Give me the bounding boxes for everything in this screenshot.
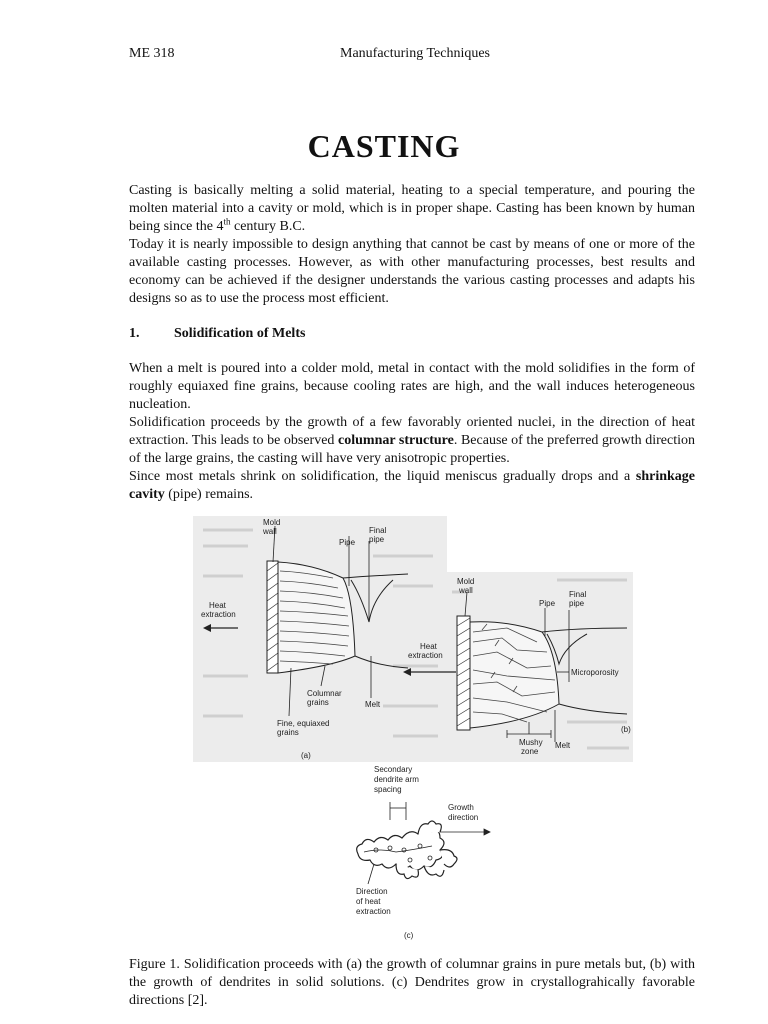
course-code: ME 318 xyxy=(129,46,175,61)
label-melt-a: Melt xyxy=(365,700,381,709)
label-pipe-b: Pipe xyxy=(539,599,556,608)
section-heading: 1. Solidification of Melts xyxy=(129,326,306,341)
intro-paragraph-1: Casting is basically melting a solid material, heating to a special temperature, and pouring the molten material into a cavity or mold, which is in proper shape. Casting has been known by human being since the 4th century B.C. xyxy=(129,183,695,234)
figure-caption: Figure 1. Solidification proceeds with (a) the growth of columnar grains in pure metals but, (b) with the growth of dendrites in solid solutions. (c) Dendrites grow in crystallograhically favorable directions [2]. xyxy=(129,957,695,1008)
label-melt-b: Melt xyxy=(555,741,571,750)
course-subject: Manufacturing Techniques xyxy=(340,46,490,61)
label-c: (c) xyxy=(404,931,414,940)
label-mushy-zone: Mushy zone xyxy=(519,738,543,756)
label-columnar-grains: Columnar grains xyxy=(307,689,342,707)
section-paragraph-2: Solidification proceeds by the growth of a few favorably oriented nuclei, in the direction of heat extraction. This leads to be observed columnar structure. Because of the preferred growth direction of the large grains, the casting will have very anisotropic properties. xyxy=(129,415,695,466)
label-mold-wall-a: Mold wall xyxy=(263,518,281,536)
section-paragraph-3: Since most metals shrink on solidification, the liquid meniscus gradually drops and a shrinkage cavity (pipe) remains. xyxy=(129,469,695,502)
figure-c-dendrite xyxy=(340,762,512,942)
section-paragraph-1: When a melt is poured into a colder mold, metal in contact with the mold solidifies in the form of roughly equiaxed fine grains, because cooling rates are high, and the wall induces heterogeneous nucleation. xyxy=(129,361,695,412)
page-title: CASTING xyxy=(307,128,461,164)
label-arm-spacing: Secondary dendrite arm spacing xyxy=(374,765,419,794)
label-heat-extraction-b: Heat extraction xyxy=(408,642,443,660)
label-fine-grains: Fine, equiaxed grains xyxy=(277,719,330,737)
figure-b-heat-arrow xyxy=(400,640,460,680)
label-final-pipe-a: Final pipe xyxy=(369,526,387,544)
intro-paragraph-2: Today it is nearly impossible to design anything that cannot be cast by means of one or more of the available casting processes. However, as with other manufacturing processes, best results and economy can be achieved if the designer understands the various casting processes and adapts his designs so as to use the process most efficient. xyxy=(129,237,695,306)
label-final-pipe-b: Final pipe xyxy=(569,590,587,608)
label-pipe-a: Pipe xyxy=(339,538,356,547)
label-heat-direction: Direction of heat extraction xyxy=(356,887,391,916)
label-growth-direction: Growth direction xyxy=(448,803,479,822)
label-a: (a) xyxy=(301,751,311,760)
label-microporosity: Microporosity xyxy=(571,668,619,677)
label-heat-extraction-a: Heat extraction xyxy=(201,601,236,619)
figure-a-columnar-grains xyxy=(193,516,447,762)
label-b: (b) xyxy=(621,725,631,734)
label-mold-wall-b: Mold wall xyxy=(457,577,475,595)
figure-b-dendrite-growth xyxy=(447,572,633,762)
